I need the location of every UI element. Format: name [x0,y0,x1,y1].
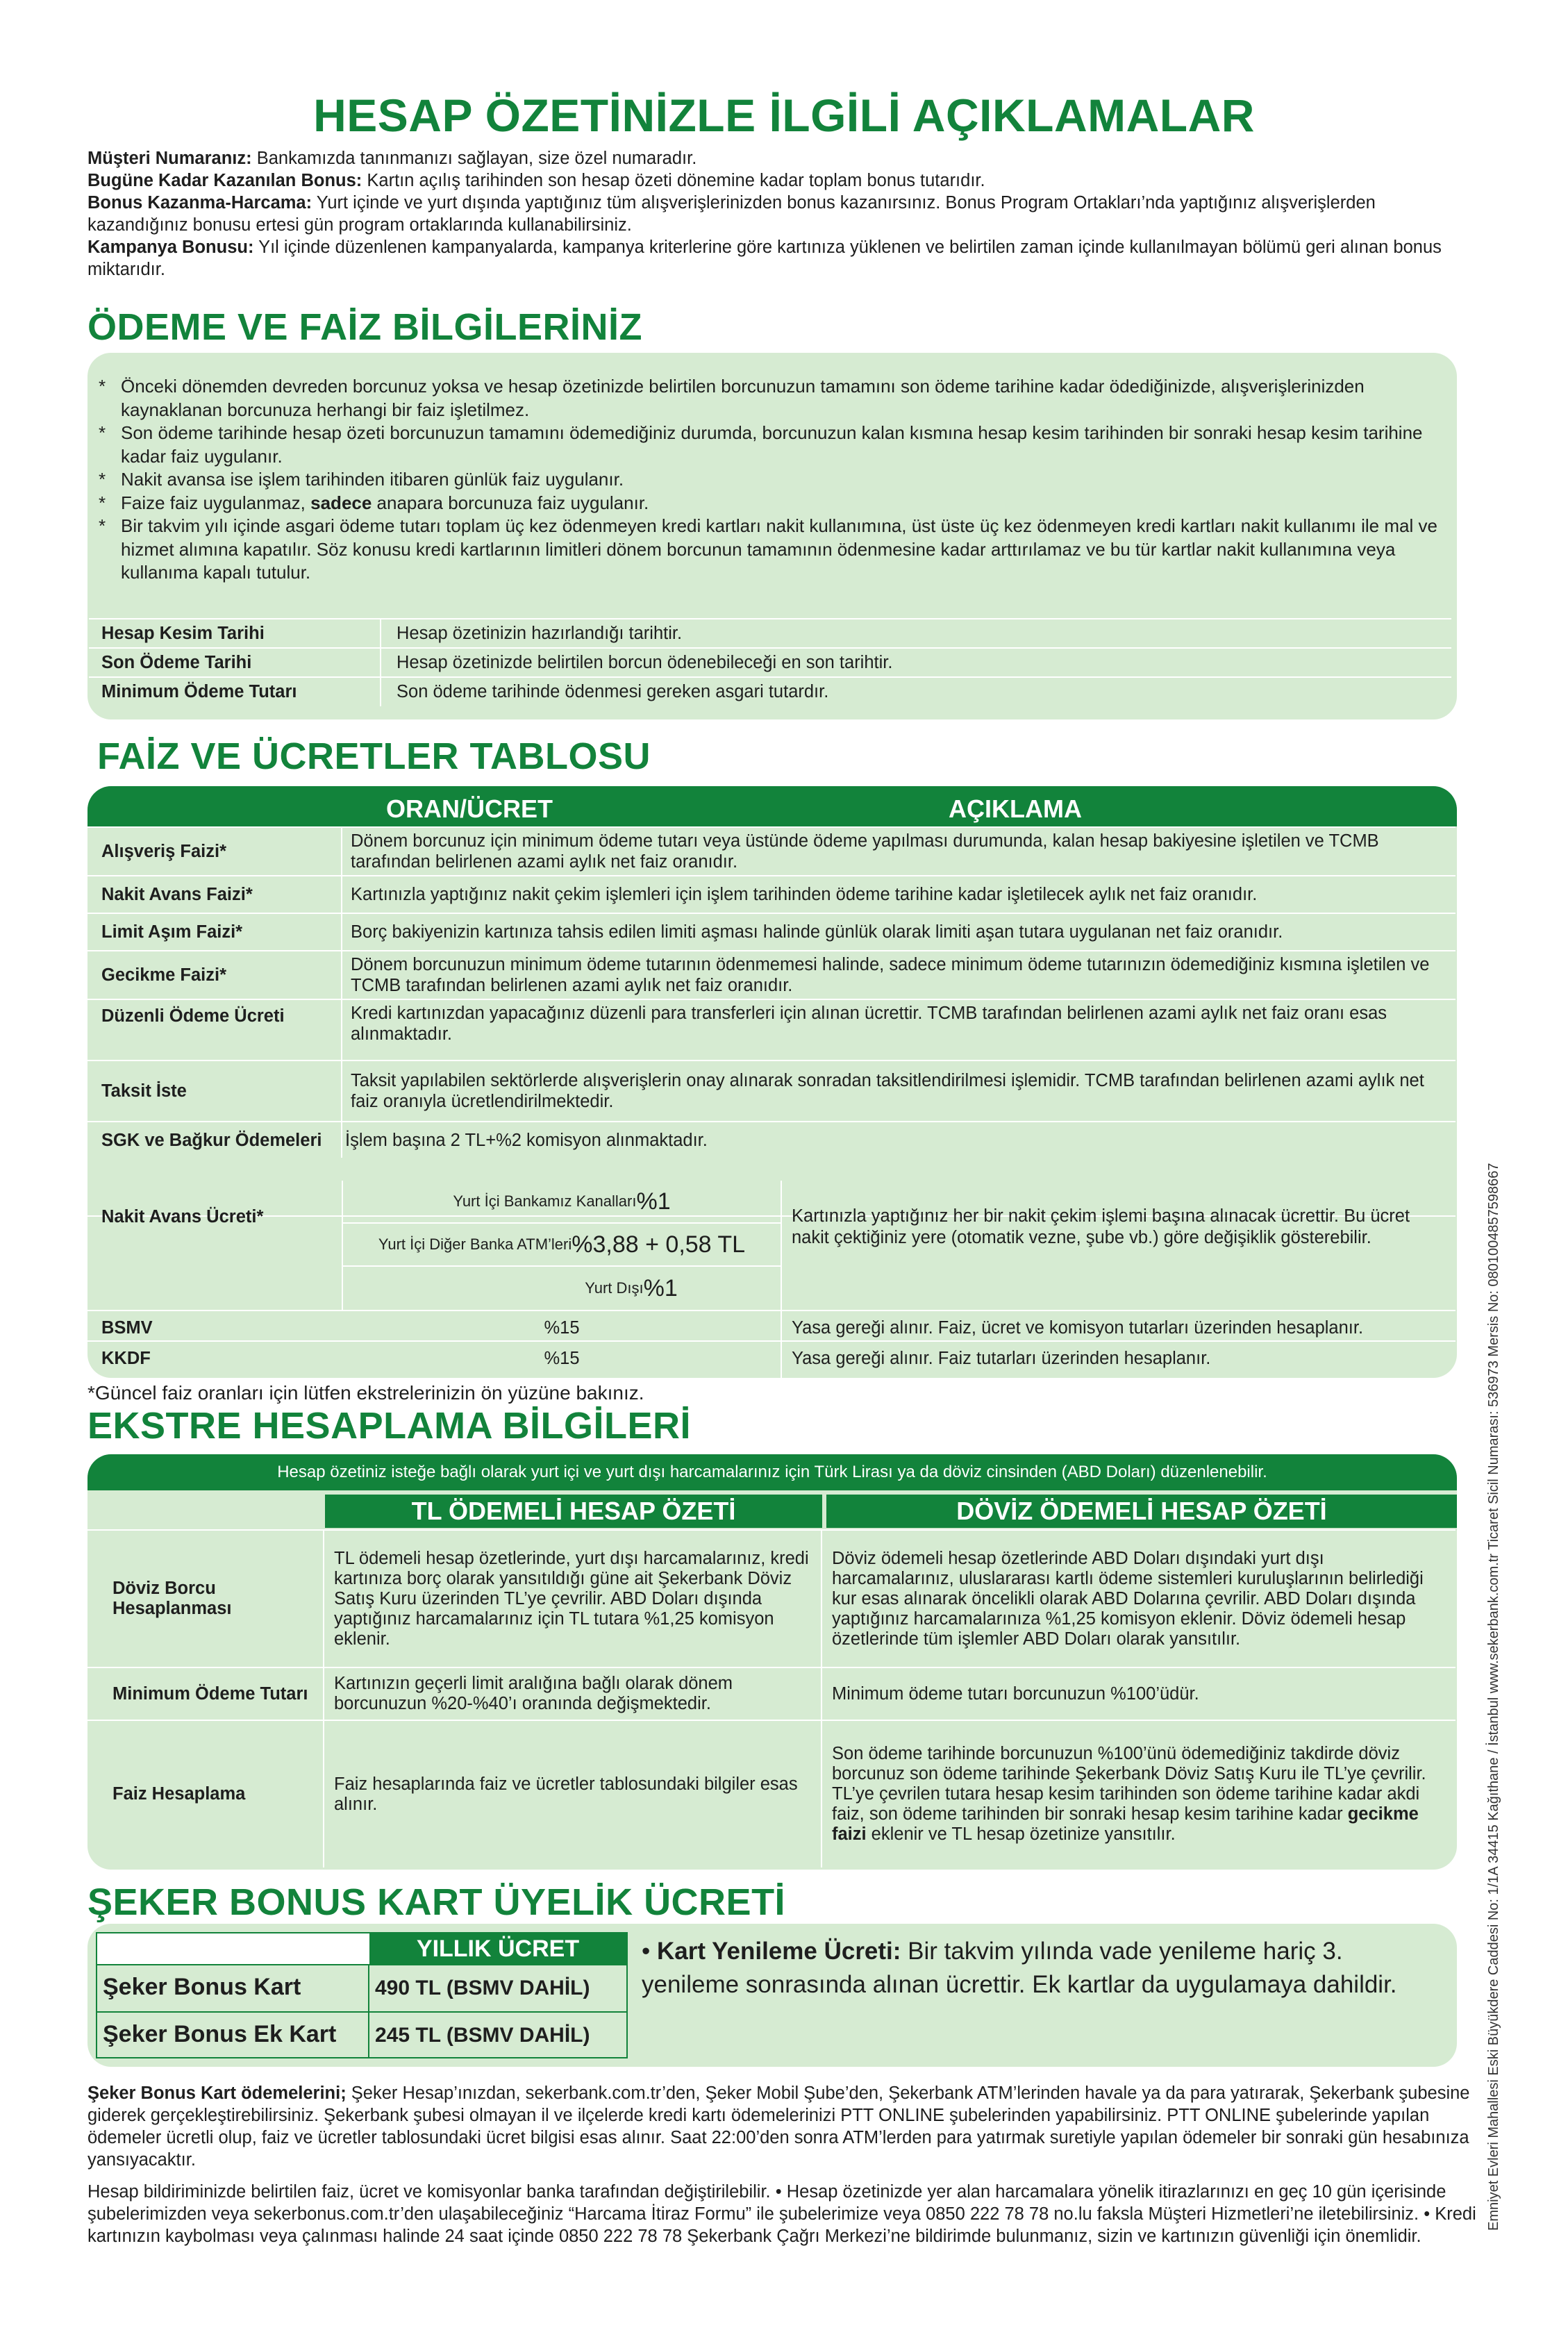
list-item: * Nakit avansa ise işlem tarihinden itibaren günlük faiz uygulanır. [99,469,624,490]
table-row: SGK ve Bağkur Ödemeleri İşlem başına 2 TL+%2 komisyon alınmaktadır. [87,1122,1456,1158]
divider [87,1310,1456,1311]
col-aciklama: AÇIKLAMA [949,795,1082,823]
col-oran: ORAN/ÜCRET [386,795,553,823]
faiz-heading: FAİZ VE ÜCRETLER TABLOSU [97,735,651,777]
col-yillik: YILLIK ÜCRET [369,1933,626,1964]
divider [87,1340,1456,1342]
intro-item: Kampanya Bonusu: Yıl içinde düzenlenen kampanyalarda, kampanya kriterlerine göre kartınıza yüklenen ve belirtilen zaman içinde kullanılmayan bölümü geri alınan bonus miktarıdır. [87,238,1442,279]
ekstre-heading: EKSTRE HESAPLAMA BİLGİLERİ [87,1405,692,1447]
table-row: Hesap Kesim Tarihi Hesap özetinizin hazırlandığı tarihtir. [89,619,1451,648]
table-row: Minimum Ödeme Tutarı Son ödeme tarihinde ödenmesi gereken asgari tutardır. [89,677,1451,706]
divider [368,1964,369,2057]
bsmv-label: BSMV [101,1318,153,1338]
table-row: Döviz Borcu Hesaplanması TL ödemeli hesap özetlerinde, yurt dışı harcamalarınız, kredi kartınıza borç olarak yansıtıldığı güne ait Şekerbank Döviz Satış Kuru üzerinden TL’ye çevrilir. ABD Doları dışında yaptığınız harcamalarınız için TL tutara %1,25 komisyon eklenir. Döviz ödemeli hesap özetlerinde ABD Doları dışındaki yurt dışı harcamalarınız, uluslararası kartlı ödeme sistemleri kuruluşlarının belirlediği kur esas alınarak öncelikli olarak ABD Dolarına çevrilir. ABD Doları dışında yaptığınız harcamalarınıza %1,25 komisyon eklenir. Döviz ödemeli hesap özetlerinde tüm işlemler ABD Doları olarak yansıtılır. [87,1530,1456,1667]
uyelik-heading: ŞEKER BONUS KART ÜYELİK ÜCRETİ [87,1881,786,1923]
odeme-list [99,375,1446,585]
ekstre-table [87,1529,1456,1867]
intro-item: Bonus Kazanma-Harcama: Yurt içinde ve yurt dışında yaptığınız tüm alışverişlerinizden bonus kazanırsınız. Bonus Program Ortakları’nda yaptığınız alışverişlerden kazandığınız bonusu ertesi gün program ortaklarında kullanabilirsiniz. [87,193,1376,235]
divider [781,1340,782,1378]
renewal-note: • Kart Yenileme Ücreti: Bir takvim yılında vade yenileme hariç 3. yenileme sonrasında alınan ücrettir. Ek kartlar da uygulamaya dahildir. [642,1938,1397,1998]
nakit-rate-line: Yurt Dışı %1 [585,1274,678,1301]
table-row: Taksit İste Taksit yapılabilen sektörlerde alışverişlerin onay alınarak sonradan taksitlendirilmesi işlemidir. TCMB tarafından belirlenen azami aylık net faiz oranıyla ücretlendirilmektedir. [87,1060,1456,1122]
uyelik-table [96,1932,628,2058]
kkdf-label: KKDF [101,1349,151,1368]
nakit-desc: Kartınızla yaptığınız her bir nakit çekim işlemi başına alınacak ücrettir. Bu ücret nakit çektiğiniz yere (otomatik vezne, şube vb.) göre değişiklik gösterebilir. [792,1206,1410,1247]
definitions-table [89,618,1451,706]
intro-item: Bugüne Kadar Kazanılan Bonus: Kartın açılış tarihinden son hesap özeti dönemine kadar toplam bonus tutarıdır. [87,171,985,190]
faiz-table [87,826,1456,1158]
page-title: HESAP ÖZETİNİZLE İLGİLİ AÇIKLAMALAR [313,90,1255,141]
faiz-header-bar [87,786,1457,826]
table-row: Şeker Bonus Kart 490 TL (BSMV DAHİL) [97,1965,626,2011]
ekstre-banner: Hesap özetiniz isteğe bağlı olarak yurt içi ve yurt dışı harcamalarınız için Türk Lirası ya da döviz cinsinden (ABD Doları) düzenlenebilir. [87,1454,1457,1490]
intro-item: Müşteri Numaranız: Bankamızda tanınmanızı sağlayan, size özel numaradır. [87,149,697,168]
table-row: Faiz Hesaplama Faiz hesaplarında faiz ve ücretler tablosundaki bilgiler esas alınır. Son ödeme tarihinde borcunuzun %100’ünü ödemediğiniz takdirde döviz borcunuz son ödeme tarihinde Şekerbank Döviz Satış Kuru ile TL’ye çevrilir. TL’ye çevrilen tutara hesap kesim tarihinden son ödeme tarihine kadar akdi faiz, son ödeme tarihinden bir sonraki hesap kesim tarihine kadar gecikme faizi eklenir ve TL hesap özetinize yansıtılır. [87,1720,1456,1867]
list-item: * Son ödeme tarihinde hesap özeti borcunuzun tamamını ödemediğiniz durumda, borcunuzun kalan kısmına hesap kesim tarihinden bir sonraki hesap kesim tarihine kadar faiz uygulanır. [99,422,1423,467]
intro-definitions [87,147,1476,281]
table-row: Minimum Ödeme Tutarı Kartınızın geçerli limit aralığına bağlı olarak dönem borcunuzun %20-%40’ı oranında değişmektedir. Minimum ödeme tutarı borcunuzun %100’üdür. [87,1667,1456,1720]
odeme-heading: ÖDEME VE FAİZ BİLGİLERİNİZ [87,306,643,348]
list-item: * Faize faiz uygulanmaz, sadece anapara borcunuza faiz uygulanır. [99,492,649,513]
divider [781,1181,782,1340]
nakit-label: Nakit Avans Ücreti* [101,1207,264,1226]
sidebar-address: Emniyet Evleri Mahallesi Eski Büyükdere Caddesi No: 1/1A 34415 Kağıthane / İstanbul www.sekerbank.com.tr Ticaret Sicil Numarası: 536973 Mersis No: 0801004857598667 [1486,1163,1501,2231]
bsmv-desc: Yasa gereği alınır. Faiz, ücret ve komisyon tutarları üzerinden hesaplanır. [792,1318,1364,1338]
table-row: Limit Aşım Faizi* Borç bakiyenizin kartınıza tahsis edilen limiti aşması halinde günlük olarak limiti aşan tutara uygulanan net faiz oranıdır. [87,913,1456,951]
nakit-rate-line: Yurt İçi Diğer Banka ATM’leri %3,88 + 0,58 TL [343,1224,781,1267]
table-row: Alışveriş Faizi* Dönem borcunuz için minimum ödeme tutarı veya üstünde ödeme yapılması durumunda, kalan hesap bakiyesine işletilen ve TCMB tarafından belirlenen azami aylık net faiz oranıdır. [87,827,1456,876]
footer-disclaimer: Hesap bildiriminizde belirtilen faiz, ücret ve komisyonlar banka tarafından değiştirilebilir. • Hesap özetinizde yer alan harcamalara yönelik itirazlarınızı en geç 10 gün içerisinde şubelerimizden veya sekerbonus.com.tr’den ulaşabileceğiniz “Harcama İtiraz Formu” ile şubelerimize veya 0850 222 78 78 no.lu faksla Müşteri Hizmetleri’ne iletebilirsiniz. • Kredi kartınızın kaybolması veya çalınması halinde 24 saat içinde 0850 222 78 78 Şekerbank Çağrı Merkezi’ne bildirimde bulunmanız, sizin ve kartınızın güvenliği için önemlidir. [87,2182,1476,2246]
faiz-note: *Güncel faiz oranları için lütfen ekstrelerinizin ön yüzüne bakınız. [87,1382,644,1404]
list-item: * Önceki dönemden devreden borcunuz yoksa ve hesap özetinizde belirtilen borcunuzun tamamını son ödeme tarihine kadar ödediğinizde, alışverişlerinizden kaynaklanan borcunuza herhangi bir faiz işletilmez. [99,376,1365,420]
nakit-rate-line: Yurt İçi Bankamız Kanalları %1 [343,1181,781,1224]
nakit-rates [343,1181,781,1310]
col-tl: TL ÖDEMELİ HESAP ÖZETİ [325,1495,822,1528]
table-row: Düzenli Ödeme Ücreti Kredi kartınızdan yapacağınız düzenli para transferleri için alınan ücrettir. TCMB tarafından belirlenen azami aylık net faiz oranı esas alınmaktadır. [87,999,1456,1060]
footer-payments: Şeker Bonus Kart ödemelerini; Şeker Hesap’ınızdan, sekerbank.com.tr’den, Şeker Mobil Şube’den, Şekerbank ATM’lerinden havale ya da para yatırarak, Şekerbank şubesine giderek gerçekleştirebilirsiniz. Şekerbank şubesi olmayan il ve ilçelerde kredi kartı ödemelerinizi PTT ONLINE şubelerinden yapabilirsiniz. PTT ONLINE şubelerinde yapılan ödemeler ücretli olup, faiz ve ücretler tablosundaki ücret bilgisi esas alınır. Saat 22:00’den sonra ATM’lerden para yatırmak suretiyle yapılan ödemeler bir sonraki gün hesabınıza yansıyacaktır. [87,2083,1470,2170]
kkdf-desc: Yasa gereği alınır. Faiz tutarları üzerinden hesaplanır. [792,1349,1211,1368]
col-doviz: DÖVİZ ÖDEMELİ HESAP ÖZETİ [826,1495,1457,1528]
kkdf-rate: %15 [544,1349,580,1368]
table-row: Son Ödeme Tarihi Hesap özetinizde belirtilen borcun ödenebileceği en son tarihtir. [89,648,1451,677]
table-row: Şeker Bonus Ek Kart 245 TL (BSMV DAHİL) [97,2013,626,2057]
list-item: * Bir takvim yılı içinde asgari ödeme tutarı toplam üç kez ödenmeyen kredi kartları nakit kullanımına, üst üste üç kez ödenmeyen kredi kartları nakit kullanımı ile mal ve hizmet alımına kapatılır. Söz konusu kredi kartlarının limitleri dönem borcunun tamamının ödenmesine kadar arttırılamaz ve bu tür kartlar nakit kullanımına veya kullanıma kapalı tutulur. [99,515,1437,583]
table-row: Gecikme Faizi* Dönem borcunuzun minimum ödeme tutarının ödenmemesi halinde, sadece minimum ödeme tutarınızın ödemediğiniz kısmına işletilen ve TCMB tarafından belirlenen azami aylık net faiz oranıdır. [87,951,1456,999]
table-row: Nakit Avans Faizi* Kartınızla yaptığınız nakit çekim işlemleri için işlem tarihinden ödeme tarihine kadar işletilecek aylık net faiz oranıdır. [87,876,1456,913]
bsmv-rate: %15 [544,1318,580,1338]
